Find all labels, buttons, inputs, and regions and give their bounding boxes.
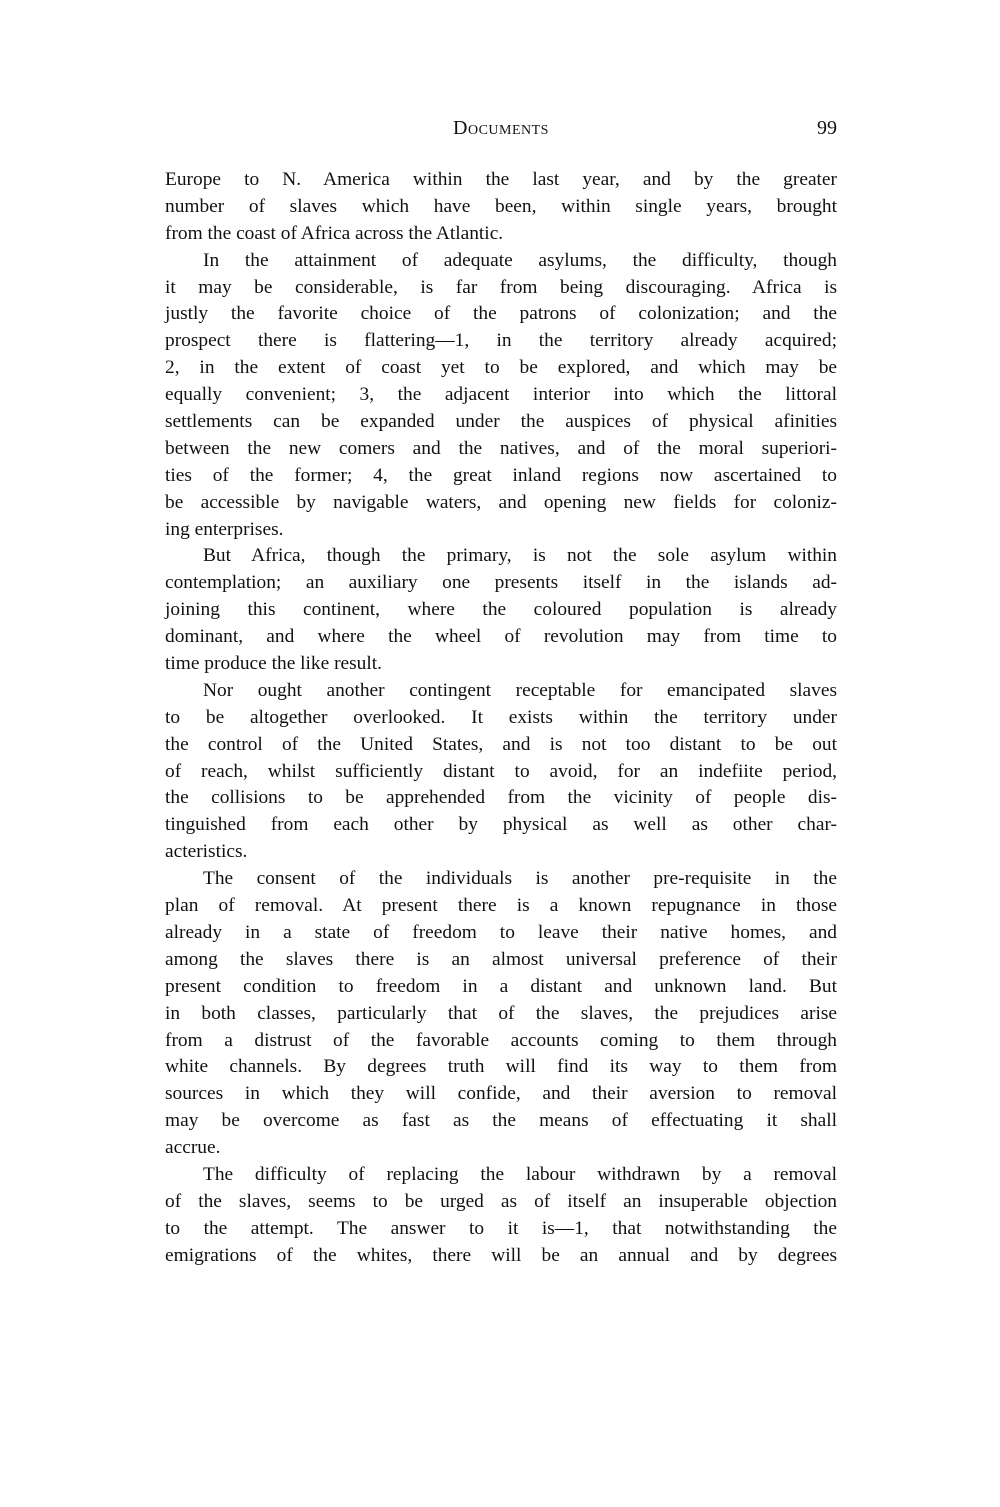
- text-line: already in a state of freedom to leave their native homes, and: [165, 921, 837, 943]
- text-line: from the coast of Africa across the Atlantic.: [165, 222, 504, 244]
- text-line: plan of removal. At present there is a known repugnance in those: [165, 895, 837, 917]
- text-line: number of slaves which have been, within single years, brought: [165, 195, 837, 217]
- text-line: settlements can be expanded under the auspices of physical afinities: [165, 411, 837, 433]
- paragraph: [165, 167, 837, 248]
- text-line: the collisions to be apprehended from the vicinity of people dis-: [165, 787, 837, 809]
- text-line: contemplation; an auxiliary one presents itself in the islands ad-: [165, 572, 837, 594]
- running-head: [165, 117, 837, 145]
- text-line: But Africa, though the primary, is not the sole asylum within: [203, 545, 837, 567]
- text-line: sources in which they will confide, and their aversion to removal: [165, 1083, 837, 1105]
- paragraph: [165, 1162, 837, 1270]
- text-line: ties of the former; 4, the great inland regions now ascertained to: [165, 464, 837, 486]
- paragraph: [165, 678, 837, 866]
- text-line: of reach, whilst sufficiently distant to avoid, for an indefiite period,: [165, 760, 837, 782]
- text-line: present condition to freedom in a distant and unknown land. But: [165, 975, 837, 997]
- paragraph: [165, 543, 837, 677]
- text-line: to the attempt. The answer to it is—1, that notwithstanding the: [165, 1217, 837, 1239]
- page-number: 99: [817, 117, 837, 139]
- text-line: the control of the United States, and is not too distant to be out: [165, 733, 837, 755]
- text-line: Nor ought another contingent receptable for emancipated slaves: [203, 679, 837, 701]
- text-line: emigrations of the whites, there will be an annual and by degrees: [165, 1244, 837, 1266]
- text-line: dominant, and where the wheel of revolution may from time to: [165, 626, 837, 648]
- text-line: In the attainment of adequate asylums, the difficulty, though: [203, 249, 837, 271]
- text-line: between the new comers and the natives, and of the moral superiori-: [165, 437, 837, 459]
- text-line: white channels. By degrees truth will find its way to them from: [165, 1056, 837, 1078]
- text-line: from a distrust of the favorable accounts coming to them through: [165, 1029, 837, 1051]
- text-line: justly the favorite choice of the patrons of colonization; and the: [165, 303, 837, 325]
- text-line: tinguished from each other by physical as well as other char-: [165, 814, 837, 836]
- text-line: Europe to N. America within the last year, and by the greater: [165, 169, 837, 190]
- text-line: it may be considerable, is far from being discouraging. Africa is: [165, 276, 837, 298]
- text-line: 2, in the extent of coast yet to be explored, and which may be: [165, 357, 837, 379]
- text-line: prospect there is flattering—1, in the territory already acquired;: [165, 330, 837, 352]
- body-text: [165, 167, 837, 1270]
- text-line: The consent of the individuals is another pre-requisite in the: [203, 868, 837, 890]
- paragraph: [165, 866, 837, 1162]
- text-line: among the slaves there is an almost universal preference of their: [165, 948, 837, 970]
- text-line: equally convenient; 3, the adjacent interior into which the littoral: [165, 384, 837, 406]
- paragraph: [165, 248, 837, 544]
- text-line: ing enterprises.: [165, 518, 284, 540]
- text-line: in both classes, particularly that of the slaves, the prejudices arise: [165, 1002, 837, 1024]
- text-line: The difficulty of replacing the labour withdrawn by a removal: [203, 1163, 837, 1185]
- text-line: to be altogether overlooked. It exists within the territory under: [165, 706, 837, 728]
- text-line: accrue.: [165, 1137, 221, 1159]
- text-line: may be overcome as fast as the means of effectuating it shall: [165, 1110, 837, 1132]
- text-line: acteristics.: [165, 841, 248, 863]
- text-line: of the slaves, seems to be urged as of itself an insuperable objection: [165, 1190, 837, 1212]
- text-line: time produce the like result.: [165, 653, 382, 675]
- text-line: joining this continent, where the coloured population is already: [165, 599, 837, 621]
- text-line: be accessible by navigable waters, and opening new fields for coloniz-: [165, 491, 837, 513]
- running-title: Documents: [453, 117, 549, 139]
